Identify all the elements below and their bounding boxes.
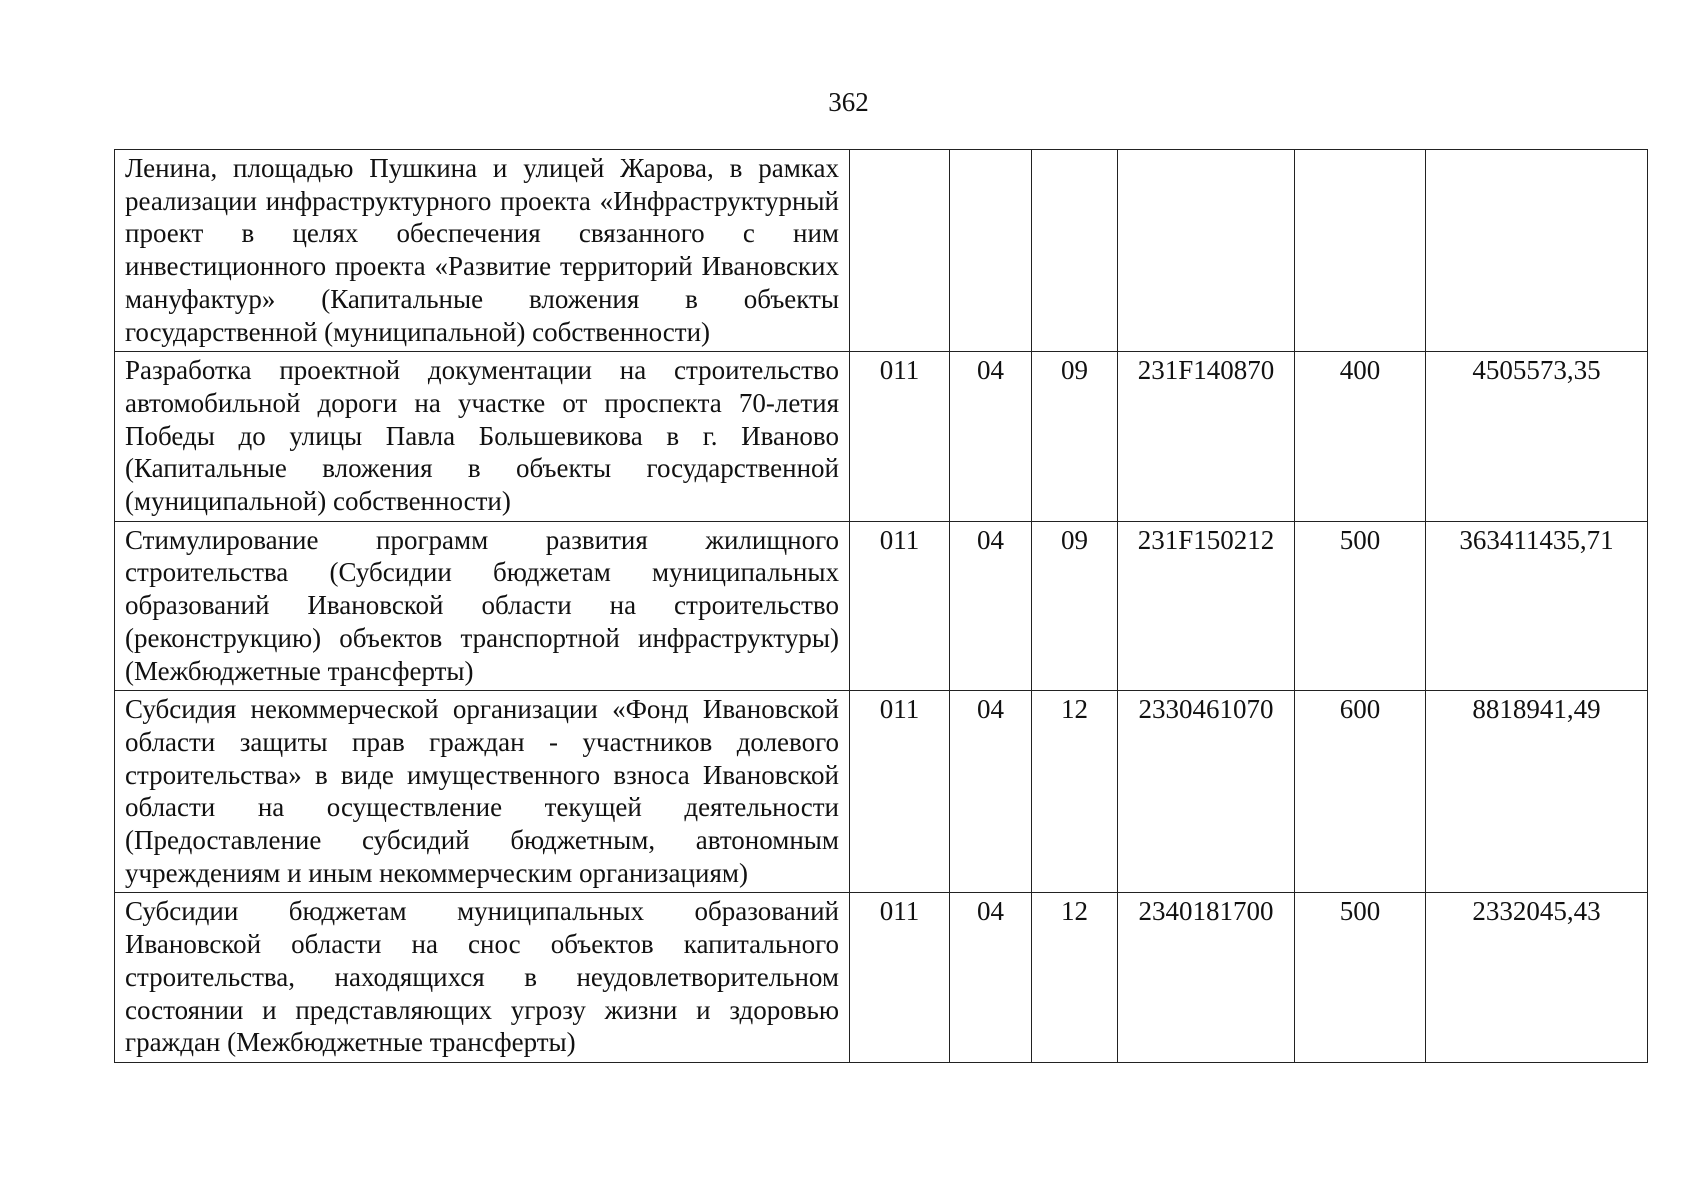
row-target-article: 2340181700 (1118, 893, 1295, 1063)
table-row (115, 691, 1648, 893)
row-grbs-code: 011 (850, 352, 950, 522)
row-subsection-code: 12 (1032, 893, 1118, 1063)
row-amount: 4505573,35 (1426, 352, 1648, 522)
row-grbs-code: 011 (850, 893, 950, 1063)
row-amount: 8818941,49 (1426, 691, 1648, 893)
row-target-article: 231F150212 (1118, 521, 1295, 691)
row-expense-type: 500 (1295, 521, 1426, 691)
row-description: Разработка проектной документации на строительство автомобильной дороги на участке от проспекта 70-летия Победы до улицы Павла Большевикова в г. Иваново (Капитальные вложения в объекты государственной (муниципальной) собственности) (115, 352, 850, 522)
row-section-code: 04 (950, 893, 1032, 1063)
row-expense-type: 600 (1295, 691, 1426, 893)
row-subsection-code: 12 (1032, 691, 1118, 893)
row-description: Стимулирование программ развития жилищного строительства (Субсидии бюджетам муниципальных образований Ивановской области на строительство (реконструкцию) объектов транспортной инфраструктуры) (Межбюджетные трансферты) (115, 521, 850, 691)
table-row (115, 893, 1648, 1063)
row-section-code: 04 (950, 521, 1032, 691)
row-expense-type: 500 (1295, 893, 1426, 1063)
row-description: Субсидии бюджетам муниципальных образований Ивановской области на снос объектов капитального строительства, находящихся в неудовлетворительном состоянии и представляющих угрозу жизни и здоровью граждан (Межбюджетные трансферты) (115, 893, 850, 1063)
row-subsection-code (1032, 150, 1118, 352)
row-subsection-code: 09 (1032, 352, 1118, 522)
row-section-code: 04 (950, 352, 1032, 522)
page-number: 362 (828, 87, 869, 117)
row-subsection-code: 09 (1032, 521, 1118, 691)
row-amount: 2332045,43 (1426, 893, 1648, 1063)
row-target-article: 231F140870 (1118, 352, 1295, 522)
row-target-article: 2330461070 (1118, 691, 1295, 893)
budget-table (114, 149, 1648, 1063)
table-row (115, 521, 1648, 691)
row-description: Субсидия некоммерческой организации «Фонд Ивановской области защиты прав граждан - участников долевого строительства» в виде имущественного взноса Ивановской области на осуществление текущей деятельности (Предоставление субсидий бюджетным, автономным учреждениям и иным некоммерческим организациям) (115, 691, 850, 893)
row-amount (1426, 150, 1648, 352)
row-grbs-code (850, 150, 950, 352)
row-amount: 363411435,71 (1426, 521, 1648, 691)
row-section-code: 04 (950, 691, 1032, 893)
table-row (115, 150, 1648, 352)
row-section-code (950, 150, 1032, 352)
row-grbs-code: 011 (850, 521, 950, 691)
row-description: Ленина, площадью Пушкина и улицей Жарова, в рамках реализации инфраструктурного проекта «Инфраструктурный проект в целях обеспечения связанного с ним инвестиционного проекта «Развитие территорий Ивановских мануфактур» (Капитальные вложения в объекты государственной (муниципальной) собственности) (115, 150, 850, 352)
table-row (115, 352, 1648, 522)
row-expense-type (1295, 150, 1426, 352)
row-expense-type: 400 (1295, 352, 1426, 522)
row-grbs-code: 011 (850, 691, 950, 893)
row-target-article (1118, 150, 1295, 352)
